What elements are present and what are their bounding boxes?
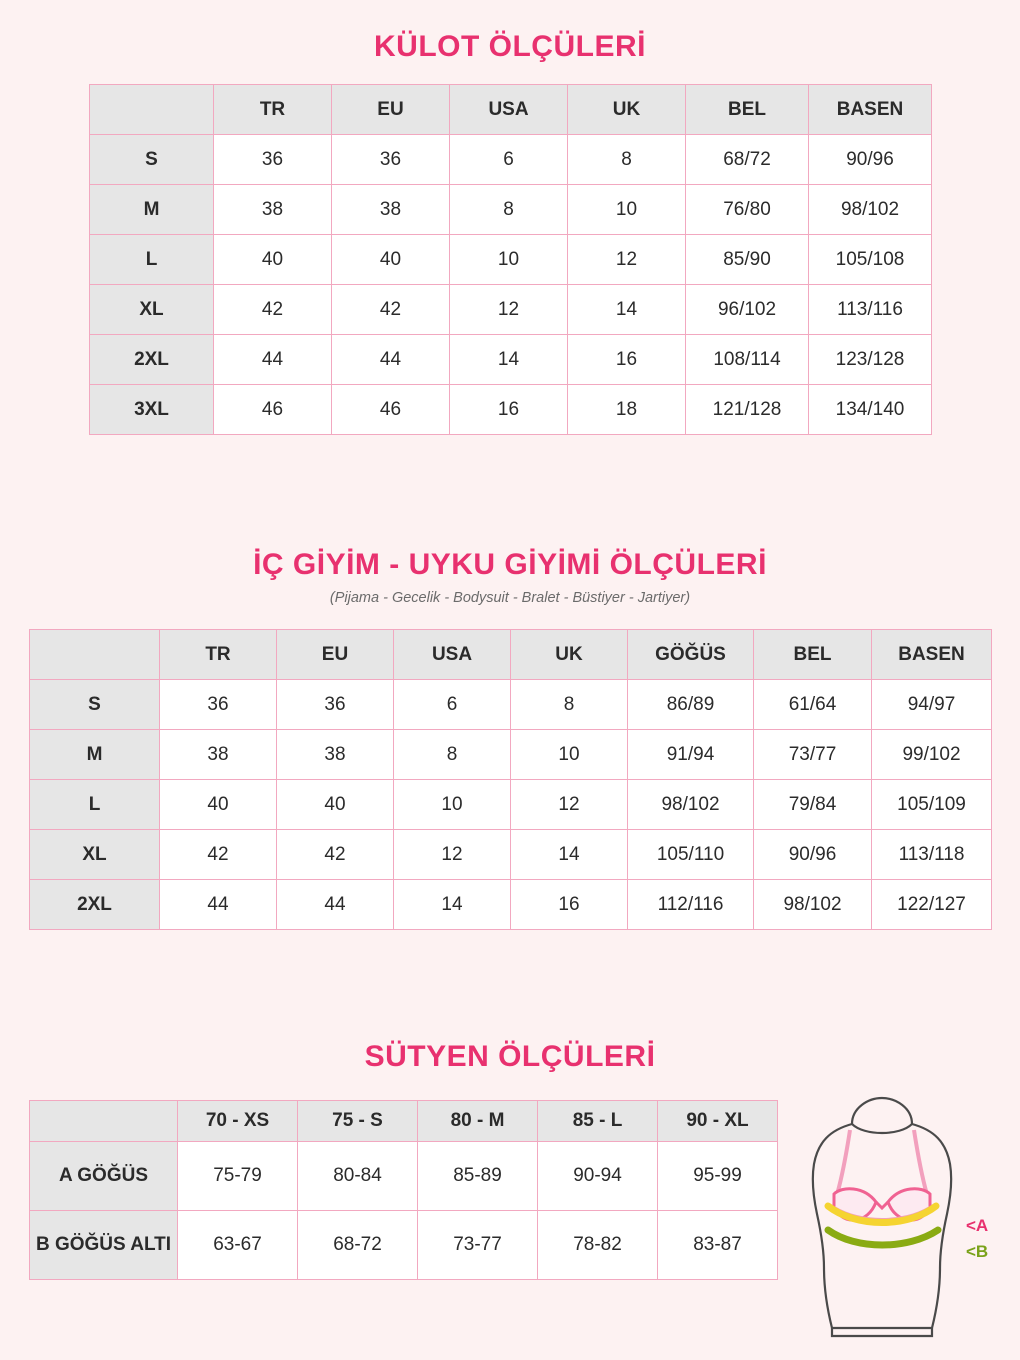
column-header-gogus: GÖĞÜS <box>628 630 754 680</box>
sutyen-heading-block <box>0 1040 1020 1074</box>
cell-uk: 18 <box>568 385 686 435</box>
cell-eu: 40 <box>332 235 450 285</box>
kulot-size-table <box>89 84 932 435</box>
cell-gogus: 112/116 <box>628 880 754 930</box>
row-header-size: L <box>30 780 160 830</box>
sutyen-size-table <box>29 1100 778 1280</box>
bra-measurement-diagram <box>790 1090 1020 1340</box>
cell-gogus: 86/89 <box>628 680 754 730</box>
cell-uk: 8 <box>511 680 628 730</box>
row-header-a-gogus: A GÖĞÜS <box>30 1142 178 1211</box>
cell-uk: 10 <box>511 730 628 780</box>
cell-gogus: 105/110 <box>628 830 754 880</box>
cell-uk: 16 <box>511 880 628 930</box>
cell-75-s: 68-72 <box>298 1211 418 1280</box>
cell-tr: 46 <box>214 385 332 435</box>
cell-usa: 14 <box>394 880 511 930</box>
cell-tr: 38 <box>160 730 277 780</box>
cell-tr: 42 <box>160 830 277 880</box>
cell-uk: 14 <box>511 830 628 880</box>
row-header-b-gogus-alti: B GÖĞÜS ALTI <box>30 1211 178 1280</box>
sutyen-table-wrapper <box>29 1100 778 1280</box>
cell-bel: 90/96 <box>754 830 872 880</box>
cell-tr: 44 <box>214 335 332 385</box>
cell-usa: 14 <box>450 335 568 385</box>
table-row <box>90 285 932 335</box>
cell-eu: 36 <box>332 135 450 185</box>
cell-bel: 79/84 <box>754 780 872 830</box>
row-header-size: XL <box>90 285 214 335</box>
cell-eu: 44 <box>332 335 450 385</box>
row-header-size: S <box>30 680 160 730</box>
table-row <box>30 1211 778 1280</box>
cell-bel: 98/102 <box>754 880 872 930</box>
table-row <box>90 185 932 235</box>
cell-basen: 105/109 <box>872 780 992 830</box>
cell-80-m: 85-89 <box>418 1142 538 1211</box>
column-header-usa: USA <box>394 630 511 680</box>
table-row <box>90 235 932 285</box>
cell-usa: 8 <box>450 185 568 235</box>
cell-usa: 10 <box>450 235 568 285</box>
cell-usa: 6 <box>394 680 511 730</box>
table-corner-cell <box>30 630 160 680</box>
cell-80-m: 73-77 <box>418 1211 538 1280</box>
cell-tr: 36 <box>214 135 332 185</box>
cell-85-l: 78-82 <box>538 1211 658 1280</box>
cell-basen: 90/96 <box>809 135 932 185</box>
cell-bel: 68/72 <box>686 135 809 185</box>
measure-label-a: <A <box>966 1216 989 1235</box>
cell-tr: 44 <box>160 880 277 930</box>
row-header-size: L <box>90 235 214 285</box>
bra-center-gore <box>876 1202 888 1208</box>
table-corner-cell <box>30 1101 178 1142</box>
icgiyim-table-wrapper <box>29 629 992 930</box>
cell-bel: 85/90 <box>686 235 809 285</box>
cell-eu: 46 <box>332 385 450 435</box>
cell-eu: 40 <box>277 780 394 830</box>
cell-tr: 42 <box>214 285 332 335</box>
cell-basen: 99/102 <box>872 730 992 780</box>
row-header-size: XL <box>30 830 160 880</box>
column-header-bel: BEL <box>754 630 872 680</box>
cell-bel: 76/80 <box>686 185 809 235</box>
column-header-85-l: 85 - L <box>538 1101 658 1142</box>
column-header-70-xs: 70 - XS <box>178 1101 298 1142</box>
table-header-row <box>90 85 932 135</box>
cell-bel: 121/128 <box>686 385 809 435</box>
cell-basen: 134/140 <box>809 385 932 435</box>
cell-gogus: 91/94 <box>628 730 754 780</box>
cell-bel: 61/64 <box>754 680 872 730</box>
cell-90-xl: 83-87 <box>658 1211 778 1280</box>
table-row <box>90 385 932 435</box>
row-header-size: 2XL <box>30 880 160 930</box>
column-header-75-s: 75 - S <box>298 1101 418 1142</box>
cell-eu: 42 <box>332 285 450 335</box>
cell-eu: 36 <box>277 680 394 730</box>
cell-basen: 98/102 <box>809 185 932 235</box>
cell-eu: 42 <box>277 830 394 880</box>
table-row <box>30 780 992 830</box>
cell-eu: 38 <box>332 185 450 235</box>
column-header-usa: USA <box>450 85 568 135</box>
table-row <box>90 135 932 185</box>
table-header-row <box>30 1101 778 1142</box>
measure-band-b <box>828 1230 938 1245</box>
column-header-bel: BEL <box>686 85 809 135</box>
cell-basen: 94/97 <box>872 680 992 730</box>
row-header-size: 3XL <box>90 385 214 435</box>
column-header-uk: UK <box>568 85 686 135</box>
cell-uk: 14 <box>568 285 686 335</box>
cell-usa: 16 <box>450 385 568 435</box>
kulot-table-wrapper <box>89 84 932 435</box>
cell-usa: 6 <box>450 135 568 185</box>
column-header-tr: TR <box>214 85 332 135</box>
icgiyim-section-title: İÇ GİYİM - UYKU GİYİMİ ÖLÇÜLERİ <box>253 548 767 581</box>
cell-70-xs: 63-67 <box>178 1211 298 1280</box>
cell-eu: 44 <box>277 880 394 930</box>
cell-90-xl: 95-99 <box>658 1142 778 1211</box>
row-header-size: M <box>30 730 160 780</box>
cell-usa: 12 <box>450 285 568 335</box>
row-header-size: M <box>90 185 214 235</box>
measure-label-b: <B <box>966 1242 989 1261</box>
icgiyim-section-subtitle: (Pijama - Gecelik - Bodysuit - Bralet - Büstiyer - Jartiyer) <box>329 590 691 606</box>
cell-uk: 8 <box>568 135 686 185</box>
cell-tr: 38 <box>214 185 332 235</box>
cell-gogus: 98/102 <box>628 780 754 830</box>
cell-basen: 113/116 <box>809 285 932 335</box>
table-row <box>90 335 932 385</box>
cell-bel: 108/114 <box>686 335 809 385</box>
cell-bel: 73/77 <box>754 730 872 780</box>
table-row <box>30 680 992 730</box>
column-header-90-xl: 90 - XL <box>658 1101 778 1142</box>
column-header-basen: BASEN <box>872 630 992 680</box>
cell-usa: 12 <box>394 830 511 880</box>
sutyen-section-title: SÜTYEN ÖLÇÜLERİ <box>364 1040 656 1073</box>
cell-eu: 38 <box>277 730 394 780</box>
cell-tr: 36 <box>160 680 277 730</box>
kulot-section-title: KÜLOT ÖLÇÜLERİ <box>374 30 646 63</box>
cell-basen: 123/128 <box>809 335 932 385</box>
cell-basen: 105/108 <box>809 235 932 285</box>
cell-usa: 8 <box>394 730 511 780</box>
stand-base <box>832 1328 932 1336</box>
cell-tr: 40 <box>160 780 277 830</box>
column-header-uk: UK <box>511 630 628 680</box>
table-row <box>30 1142 778 1211</box>
row-header-size: S <box>90 135 214 185</box>
column-header-80-m: 80 - M <box>418 1101 538 1142</box>
table-row <box>30 830 992 880</box>
column-header-tr: TR <box>160 630 277 680</box>
table-row <box>30 880 992 930</box>
icgiyim-size-table <box>29 629 992 930</box>
table-header-row <box>30 630 992 680</box>
row-header-size: 2XL <box>90 335 214 385</box>
cell-uk: 10 <box>568 185 686 235</box>
cell-85-l: 90-94 <box>538 1142 658 1211</box>
cell-uk: 12 <box>511 780 628 830</box>
column-header-eu: EU <box>277 630 394 680</box>
cell-bel: 96/102 <box>686 285 809 335</box>
cell-basen: 113/118 <box>872 830 992 880</box>
cell-uk: 12 <box>568 235 686 285</box>
neckline <box>852 1124 912 1133</box>
cell-tr: 40 <box>214 235 332 285</box>
column-header-basen: BASEN <box>809 85 932 135</box>
cell-usa: 10 <box>394 780 511 830</box>
cell-70-xs: 75-79 <box>178 1142 298 1211</box>
table-corner-cell <box>90 85 214 135</box>
cell-75-s: 80-84 <box>298 1142 418 1211</box>
cell-uk: 16 <box>568 335 686 385</box>
icgiyim-heading-block <box>0 548 1020 606</box>
column-header-eu: EU <box>332 85 450 135</box>
table-row <box>30 730 992 780</box>
cell-basen: 122/127 <box>872 880 992 930</box>
mannequin-illustration <box>790 1090 1020 1340</box>
